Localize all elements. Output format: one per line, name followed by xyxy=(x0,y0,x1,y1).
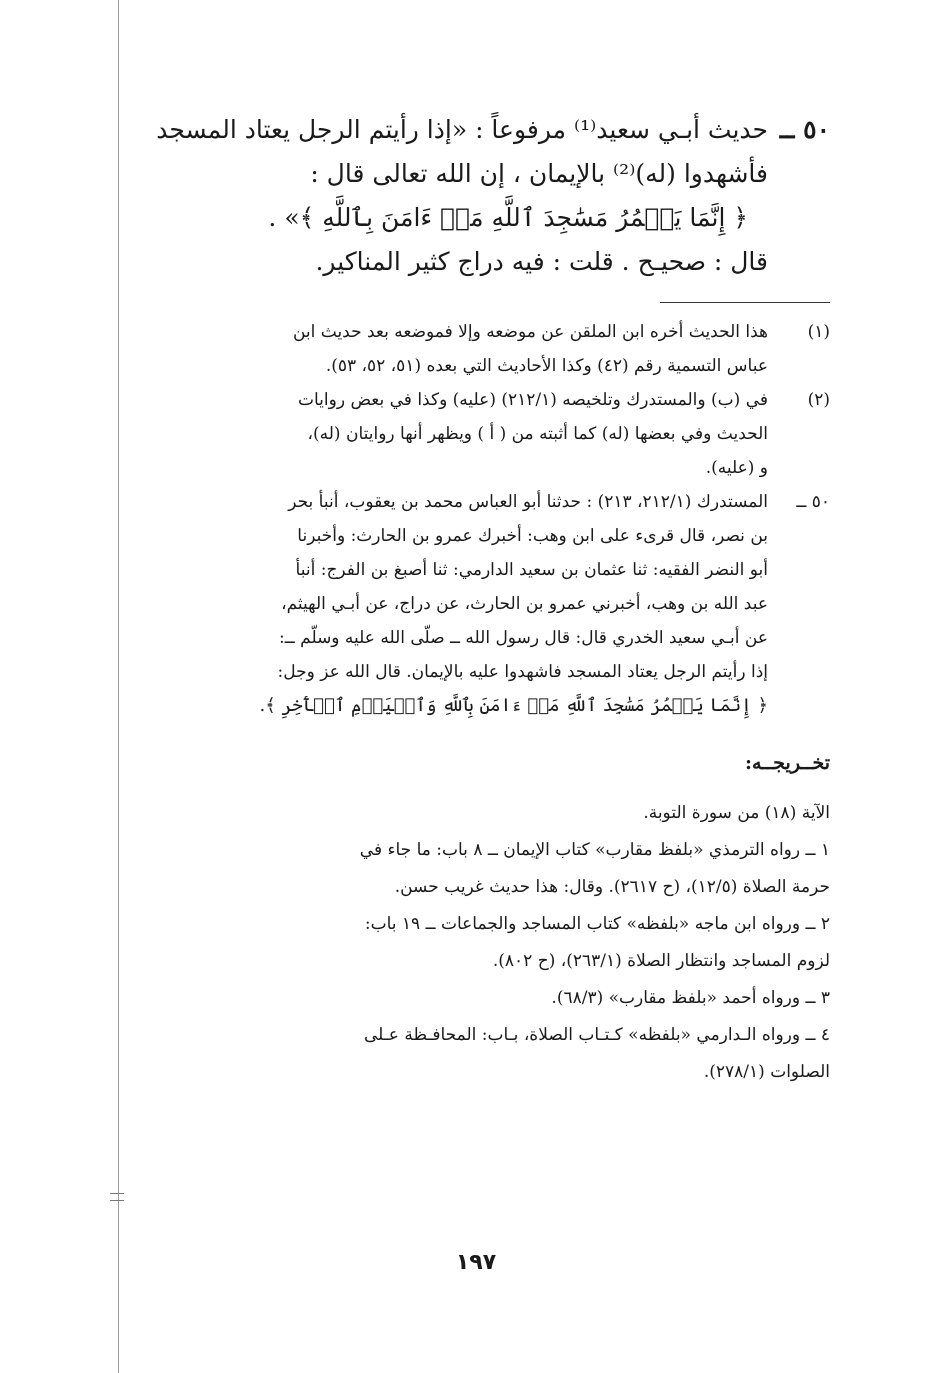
footnote-line: عن أبـي سعيد الخدري قال: قال رسول الله ــ صلّى الله عليه وسلّم ــ: xyxy=(279,628,768,648)
hadith-rating: قال : صحيـح . قلت : فيه دراج كثير المناكير. xyxy=(315,247,768,276)
footnote-line: عباس التسمية رقم (٤٢) وكذا الأحاديث التي بعده (٥١، ٥٢، ٥٣). xyxy=(325,356,768,376)
takhrij-line: ١ ــ رواه الترمذي «بلفظ مقارب» كتاب الإيمان ــ ٨ باب: ما جاء في xyxy=(359,840,830,860)
footnote-line: بن نصر، قال قرىء على ابن وهب: أخبرك عمرو بن الحارث: وأخبرنا xyxy=(297,526,768,546)
footnote-text xyxy=(130,383,768,485)
footnote-quran-verse: ﴿ إِنَّمَا يَعۡمُرُ مَسَٰجِدَ ٱللَّهِ مَنۡ ءَامَنَ بِٱللَّهِ وَٱلۡيَوۡمِ ٱلۡأٓخِرِ ﴾. xyxy=(259,695,768,716)
footnote-line: إذا رأيتم الرجل يعتاد المسجد فاشهدوا عليه بالإيمان. قال الله عز وجل: xyxy=(277,662,768,682)
hadith-50 xyxy=(130,108,830,284)
takhrij-line: الصلوات (٢٧٨/١). xyxy=(703,1062,830,1082)
page-gutter-line xyxy=(118,0,119,1373)
page-content xyxy=(130,108,830,1091)
takhrij-section xyxy=(130,795,830,1091)
takhrij-line: ٢ ــ ورواه ابن ماجه «بلفظه» كتاب المساجد والجماعات ــ ١٩ باب: xyxy=(364,914,830,934)
footnote-number: (٢) xyxy=(807,390,830,410)
takhrij-line: ٣ ــ ورواه أحمد «بلفظ مقارب» (٦٨/٣). xyxy=(551,988,830,1008)
quran-verse: ﴿ إِنَّمَا يَعۡمُرُ مَسَٰجِدَ ٱللَّهِ مَنۡ ءَامَنَ بِٱللَّهِ ﴾» . xyxy=(268,203,748,232)
footnote-text xyxy=(130,315,768,383)
footnote-line: المستدرك (٢١٢/١، ٢١٣) : حدثنا أبو العباس محمد بن يعقوب، أنبأ بحر xyxy=(288,492,768,512)
hadith-text xyxy=(130,108,768,284)
footnote-line: و (عليه). xyxy=(705,458,768,478)
footnote-separator xyxy=(660,302,830,303)
takhrij-line: ٤ ــ ورواه الـدارمي «بلفظه» كـتـاب الصلاة، بـاب: المحافـظة عـلى xyxy=(364,1025,830,1045)
footnote-text xyxy=(130,485,768,723)
footnote-number: ٥٠ ــ xyxy=(796,492,830,512)
gutter-mark xyxy=(110,1193,124,1201)
takhrij-line: الآية (١٨) من سورة التوبة. xyxy=(643,803,830,823)
footnote-line: الحديث وفي بعضها (له) كما أثبته من ( أ ) ويظهر أنها روايتان (له)، xyxy=(307,424,768,444)
takhrij-line: لزوم المساجد وانتظار الصلاة (٢٦٣/١)، (ح ٨٠٢). xyxy=(492,951,830,971)
footnote-line: هذا الحديث أخره ابن الملقن عن موضعه وإلا فموضعه بعد حديث ابن xyxy=(292,322,768,342)
main-hadith-entry xyxy=(130,108,830,284)
hadith-line-1: حديث أبـي سعيد⁽¹⁾ مرفوعاً : «إذا رأيتم الرجل يعتاد المسجد xyxy=(156,115,768,144)
page-number: ١٩٧ xyxy=(455,1250,497,1275)
takhrij-heading: تخــريجــه: xyxy=(744,752,830,774)
hadith-line-2: فأشهدوا (له)⁽²⁾ بالإيمان ، إن الله تعالى قال : xyxy=(310,159,768,188)
footnote-2 xyxy=(130,383,830,485)
footnote-1 xyxy=(130,315,830,383)
footnote-hadith-50-source xyxy=(130,485,830,723)
footnote-line: في (ب) والمستدرك وتلخيصه (٢١٢/١) (عليه) وكذا في بعض روايات xyxy=(298,390,768,410)
footnotes xyxy=(130,315,830,723)
footnote-number: (١) xyxy=(807,322,830,342)
hadith-number: ٥٠ ــ xyxy=(779,115,830,144)
takhrij-line: حرمة الصلاة (١٢/٥)، (ح ٢٦١٧). وقال: هذا حديث غريب حسن. xyxy=(394,877,830,897)
footnote-line: أبو النضر الفقيه: ثنا عثمان بن سعيد الدارمي: ثنا أصبغ بن الفرج: أنبأ xyxy=(295,560,768,580)
footnote-line: عبد الله بن وهب، أخبرني عمرو بن الحارث، عن دراج، عن أبـي الهيثم، xyxy=(281,594,768,614)
